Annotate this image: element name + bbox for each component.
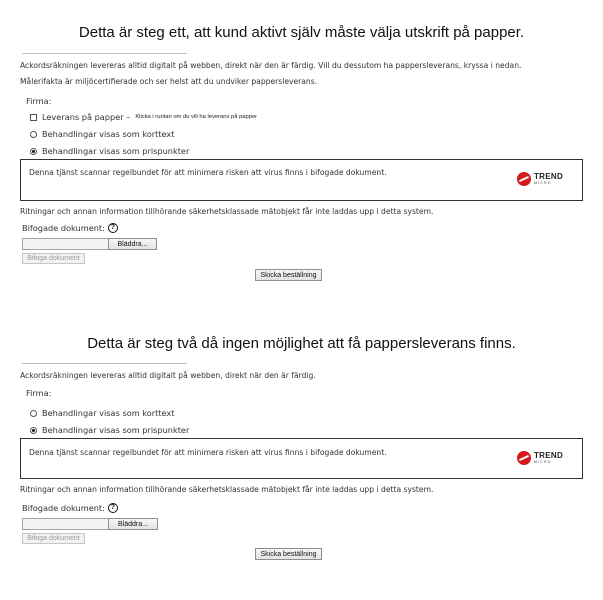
paper-delivery-label: Leverans på papper – xyxy=(42,112,131,122)
step1-info-line1: Ackordsräkningen levereras alltid digitalt på webben, direkt när den är färdig. Vill du dessutom ha pappersleverans, kryssa i nedan. xyxy=(20,61,522,70)
trend-brand: TREND xyxy=(534,172,564,181)
step1-option-prispunkter[interactable] xyxy=(30,146,189,156)
step1-drawings-text: Ritningar och annan information tillhörande säkerhetsklassade mätobjekt får inte laddas upp i detta system. xyxy=(20,207,434,216)
step1-file-input[interactable] xyxy=(22,238,109,250)
trend-sub: MICRO xyxy=(534,181,552,185)
scan-text: Denna tjänst scannar regelbundet för att minimera risken att virus finns i bifogade dokument. xyxy=(29,448,387,457)
step1-heading: Detta är steg ett, att kund aktivt själv måste välja utskrift på papper. xyxy=(78,24,525,41)
help-icon[interactable]: ? xyxy=(108,503,118,513)
step1-option-korttext[interactable] xyxy=(30,129,175,139)
step2-firma-label: Firma: xyxy=(26,388,52,398)
step2-top-divider xyxy=(22,363,187,364)
radio-korttext[interactable] xyxy=(30,131,37,138)
option-label: Behandlingar visas som korttext xyxy=(42,129,175,139)
step1-attach-label-row xyxy=(22,223,118,233)
step2-option-prispunkter[interactable] xyxy=(30,425,189,435)
trend-micro-logo xyxy=(517,451,563,465)
radio-prispunkter[interactable] xyxy=(30,427,37,434)
trend-brand: TREND xyxy=(534,451,564,460)
radio-prispunkter[interactable] xyxy=(30,148,37,155)
step1-paper-option xyxy=(30,112,257,122)
step2-attach-document-button[interactable]: Bifoga dokument xyxy=(22,533,85,544)
step2-virus-scan-box xyxy=(20,438,583,479)
option-label: Behandlingar visas som prispunkter xyxy=(42,146,190,156)
step2-submit-order-button[interactable]: Skicka beställning xyxy=(255,548,322,560)
trend-micro-logo xyxy=(517,172,563,186)
option-label: Behandlingar visas som prispunkter xyxy=(42,425,190,435)
step2-info-line1: Ackordsräkningen levereras alltid digitalt på webben, direkt när den är färdig. xyxy=(20,371,316,380)
trend-micro-icon xyxy=(517,172,531,186)
step1-attach-document-button[interactable]: Bifoga dokument xyxy=(22,253,85,264)
step2-browse-button[interactable]: Bläddra... xyxy=(108,518,158,530)
step1-firma-label: Firma: xyxy=(26,96,52,106)
step2-drawings-text: Ritningar och annan information tillhörande säkerhetsklassade mätobjekt får inte laddas upp i detta system. xyxy=(20,485,434,494)
scan-text: Denna tjänst scannar regelbundet för att minimera risken att virus finns i bifogade dokument. xyxy=(29,168,387,177)
step1-submit-order-button[interactable]: Skicka beställning xyxy=(255,269,322,281)
radio-korttext[interactable] xyxy=(30,410,37,417)
step2-option-korttext[interactable] xyxy=(30,408,175,418)
step1-virus-scan-box xyxy=(20,159,583,201)
step2-attach-label-row xyxy=(22,503,118,513)
trend-sub: MICRO xyxy=(534,460,552,464)
step2-heading: Detta är steg två då ingen möjlighet att få pappersleverans finns. xyxy=(87,335,516,352)
help-icon[interactable]: ? xyxy=(108,223,118,233)
attach-label: Bifogade dokument: xyxy=(22,223,105,233)
paper-delivery-checkbox[interactable] xyxy=(30,114,37,121)
step1-info-line2: Målerifakta är miljöcertifierade och ser helst att du undviker pappersleverans. xyxy=(20,77,318,86)
step1-top-divider xyxy=(22,53,187,54)
option-label: Behandlingar visas som korttext xyxy=(42,408,175,418)
trend-micro-icon xyxy=(517,451,531,465)
attach-label: Bifogade dokument: xyxy=(22,503,105,513)
step1-browse-button[interactable]: Bläddra... xyxy=(108,238,157,250)
paper-delivery-hint: Klicka i runtan om du vill ha leverans på papper xyxy=(135,114,258,120)
step2-file-input[interactable] xyxy=(22,518,109,530)
